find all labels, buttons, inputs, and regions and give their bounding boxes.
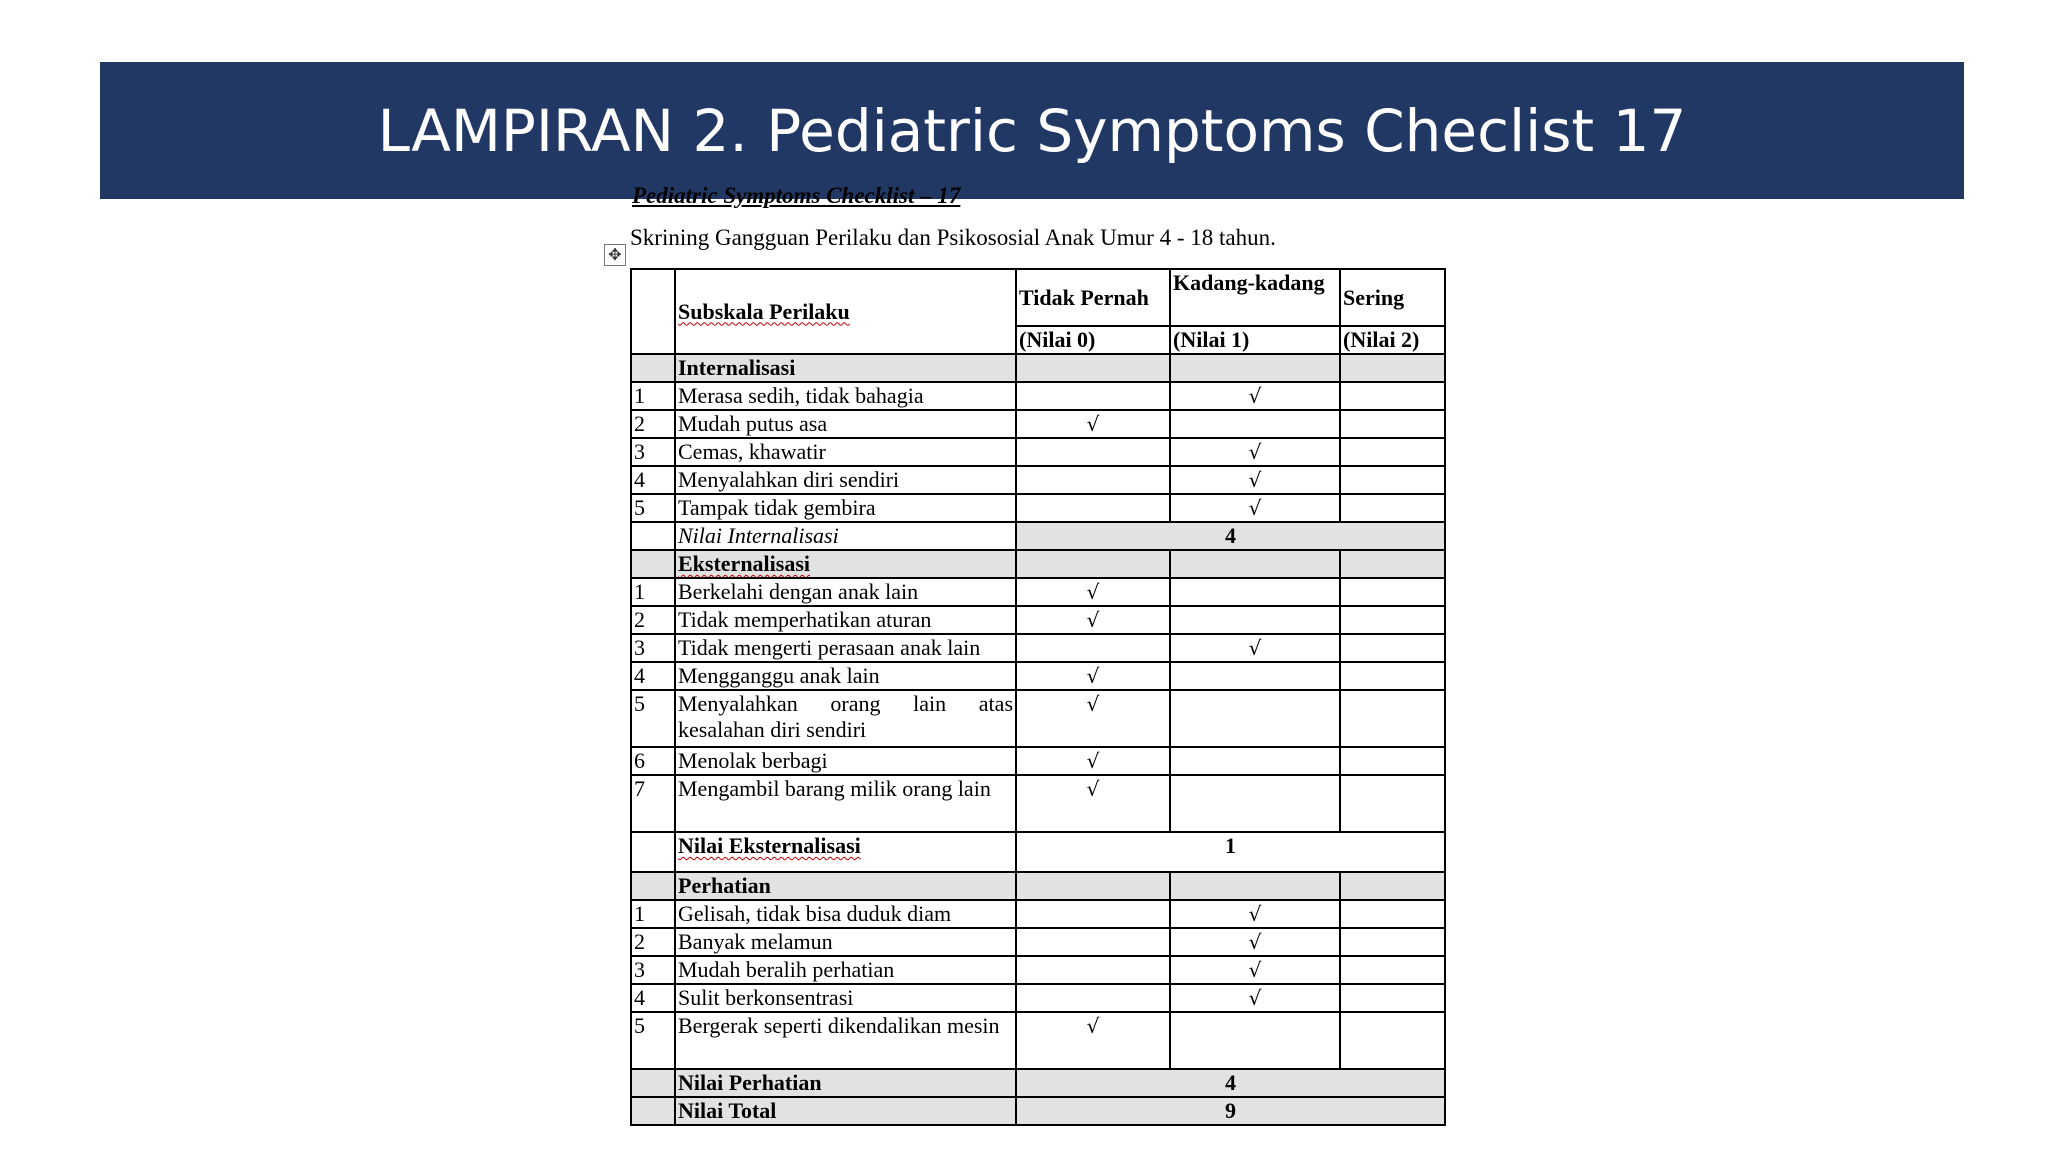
item-text: Menyalahkan diri sendiri [675, 466, 1016, 494]
section-row-eksternalisasi [631, 550, 1445, 578]
section-row-perhatian [631, 872, 1445, 900]
often-cell [1340, 928, 1445, 956]
never-cell: √ [1016, 606, 1170, 634]
header-sometimes: Kadang-kadang [1170, 269, 1340, 326]
header-no-cell [631, 269, 675, 354]
never-cell [1016, 382, 1170, 410]
item-number: 5 [631, 1012, 675, 1069]
never-cell [1016, 984, 1170, 1012]
item-text: Cemas, khawatir [675, 438, 1016, 466]
never-cell: √ [1016, 578, 1170, 606]
item-number: 1 [631, 382, 675, 410]
item-number: 3 [631, 634, 675, 662]
never-cell [1016, 466, 1170, 494]
header-never: Tidak Pernah [1016, 269, 1170, 326]
item-number: 4 [631, 662, 675, 690]
table-row [631, 900, 1445, 928]
sometimes-cell: √ [1170, 900, 1340, 928]
table-row [631, 634, 1445, 662]
item-number: 7 [631, 775, 675, 832]
item-number: 5 [631, 494, 675, 522]
sometimes-cell [1170, 1012, 1340, 1069]
item-text: Mudah putus asa [675, 410, 1016, 438]
never-cell [1016, 634, 1170, 662]
item-text: Merasa sedih, tidak bahagia [675, 382, 1016, 410]
often-cell [1340, 747, 1445, 775]
often-cell [1340, 900, 1445, 928]
score-row-internalisasi [631, 522, 1445, 550]
sometimes-cell [1170, 606, 1340, 634]
total-label: Nilai Total [675, 1097, 1016, 1125]
never-cell [1016, 438, 1170, 466]
item-text: Gelisah, tidak bisa duduk diam [675, 900, 1016, 928]
document-title: Pediatric Symptoms Checklist – 17 [632, 183, 961, 208]
sometimes-cell [1170, 690, 1340, 747]
slide-title: LAMPIRAN 2. Pediatric Symptoms Checlist 17 [377, 96, 1687, 165]
item-text: Tidak memperhatikan aturan [675, 606, 1016, 634]
often-cell [1340, 1012, 1445, 1069]
item-number: 1 [631, 578, 675, 606]
header-score-often: (Nilai 2) [1340, 326, 1445, 354]
table-row [631, 747, 1445, 775]
table-row [631, 690, 1445, 747]
often-cell [1340, 578, 1445, 606]
total-value: 9 [1016, 1097, 1445, 1125]
table-row [631, 466, 1445, 494]
score-label: Nilai Internalisasi [675, 522, 1016, 550]
often-cell [1340, 466, 1445, 494]
often-cell [1340, 984, 1445, 1012]
table-row [631, 956, 1445, 984]
table-row [631, 775, 1445, 832]
never-cell: √ [1016, 775, 1170, 832]
sometimes-cell: √ [1170, 928, 1340, 956]
document-subtitle: Skrining Gangguan Perilaku dan Psikososial Anak Umur 4 - 18 tahun. [630, 225, 1276, 250]
sometimes-cell: √ [1170, 382, 1340, 410]
often-cell [1340, 382, 1445, 410]
never-cell [1016, 900, 1170, 928]
item-text: Bergerak seperti dikendalikan mesin [675, 1012, 1016, 1069]
sometimes-cell: √ [1170, 956, 1340, 984]
item-number: 3 [631, 438, 675, 466]
item-number: 4 [631, 466, 675, 494]
score-label: Nilai Eksternalisasi [675, 832, 1016, 872]
item-text: Berkelahi dengan anak lain [675, 578, 1016, 606]
never-cell: √ [1016, 662, 1170, 690]
sometimes-cell: √ [1170, 984, 1340, 1012]
section-label: Internalisasi [675, 354, 1016, 382]
score-value: 1 [1016, 832, 1445, 872]
item-number: 1 [631, 900, 675, 928]
often-cell [1340, 606, 1445, 634]
header-often: Sering [1340, 269, 1445, 326]
item-text: Mengganggu anak lain [675, 662, 1016, 690]
slide-title-banner [100, 62, 1964, 199]
item-text: Banyak melamun [675, 928, 1016, 956]
sometimes-cell: √ [1170, 438, 1340, 466]
table-row [631, 606, 1445, 634]
table-row [631, 382, 1445, 410]
table-row [631, 984, 1445, 1012]
header-score-sometimes: (Nilai 1) [1170, 326, 1340, 354]
item-number: 4 [631, 984, 675, 1012]
sometimes-cell [1170, 775, 1340, 832]
item-text: Sulit berkonsentrasi [675, 984, 1016, 1012]
score-row-eksternalisasi [631, 832, 1445, 872]
often-cell [1340, 956, 1445, 984]
table-row [631, 662, 1445, 690]
often-cell [1340, 438, 1445, 466]
checklist-table [630, 268, 1446, 1126]
item-text: Menyalahkan orang lain atas kesalahan diri sendiri [675, 690, 1016, 747]
table-move-handle-icon[interactable]: ✥ [604, 244, 626, 266]
sometimes-cell [1170, 578, 1340, 606]
often-cell [1340, 410, 1445, 438]
table-header-row [631, 269, 1445, 326]
often-cell [1340, 775, 1445, 832]
table-row [631, 928, 1445, 956]
score-label: Nilai Perhatian [675, 1069, 1016, 1097]
header-subscale: Subskala Perilaku [675, 269, 1016, 354]
sometimes-cell [1170, 410, 1340, 438]
table-row [631, 410, 1445, 438]
never-cell [1016, 494, 1170, 522]
often-cell [1340, 634, 1445, 662]
often-cell [1340, 662, 1445, 690]
item-text: Mengambil barang milik orang lain [675, 775, 1016, 832]
item-number: 2 [631, 928, 675, 956]
sometimes-cell: √ [1170, 634, 1340, 662]
item-text: Menolak berbagi [675, 747, 1016, 775]
sometimes-cell: √ [1170, 466, 1340, 494]
section-row-internalisasi [631, 354, 1445, 382]
never-cell: √ [1016, 1012, 1170, 1069]
score-value: 4 [1016, 522, 1445, 550]
total-row [631, 1097, 1445, 1125]
item-number: 2 [631, 410, 675, 438]
score-row-perhatian [631, 1069, 1445, 1097]
table-row [631, 438, 1445, 466]
never-cell [1016, 956, 1170, 984]
section-label: Eksternalisasi [675, 550, 1016, 578]
table-row [631, 578, 1445, 606]
item-text: Tampak tidak gembira [675, 494, 1016, 522]
table-row [631, 494, 1445, 522]
never-cell: √ [1016, 410, 1170, 438]
table-row [631, 1012, 1445, 1069]
section-label: Perhatian [675, 872, 1016, 900]
item-number: 2 [631, 606, 675, 634]
sometimes-cell [1170, 662, 1340, 690]
sometimes-cell: √ [1170, 494, 1340, 522]
never-cell: √ [1016, 690, 1170, 747]
score-value: 4 [1016, 1069, 1445, 1097]
never-cell: √ [1016, 747, 1170, 775]
header-score-never: (Nilai 0) [1016, 326, 1170, 354]
item-number: 5 [631, 690, 675, 747]
item-number: 6 [631, 747, 675, 775]
never-cell [1016, 928, 1170, 956]
often-cell [1340, 690, 1445, 747]
item-text: Mudah beralih perhatian [675, 956, 1016, 984]
sometimes-cell [1170, 747, 1340, 775]
item-text: Tidak mengerti perasaan anak lain [675, 634, 1016, 662]
often-cell [1340, 494, 1445, 522]
item-number: 3 [631, 956, 675, 984]
